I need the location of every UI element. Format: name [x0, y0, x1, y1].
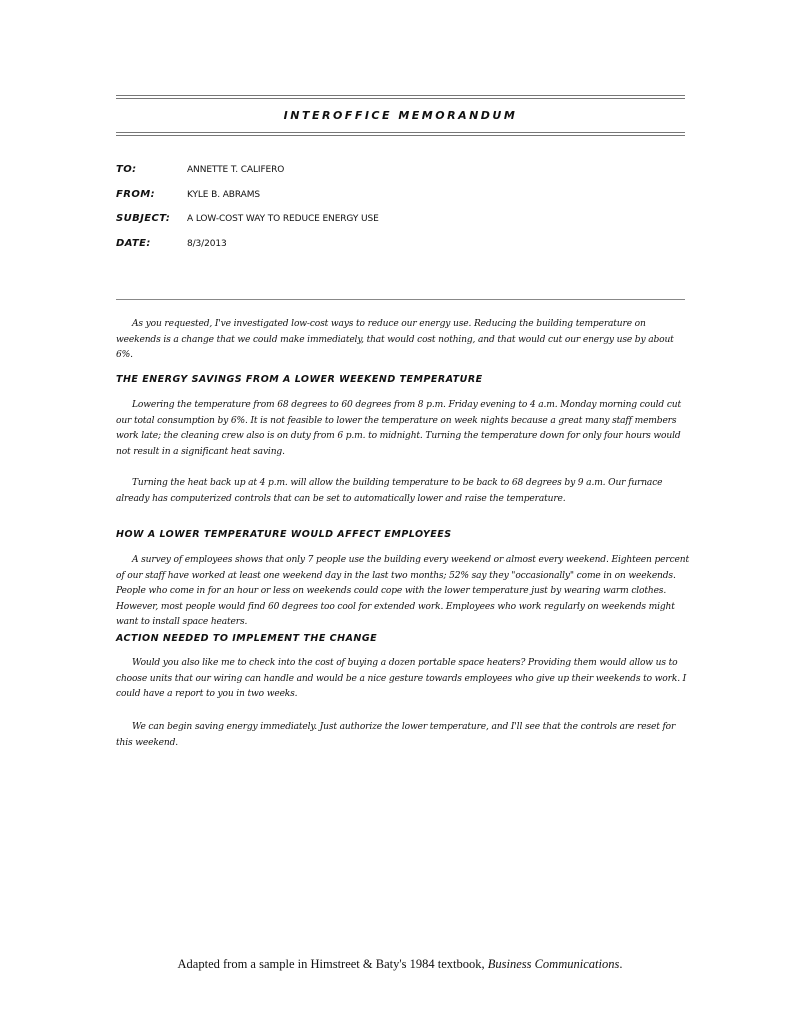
title-rule-top-second — [116, 98, 685, 99]
action-paragraph-1: Would you also like me to check into the cost of buying a dozen portable space heaters? Providing them would allow us to choose units that our wiring can handle and would be a nice gesture towards employees who give up their weekends to work. I could have a report to you in two weeks. — [116, 658, 687, 699]
title-rule-bottom-second — [116, 135, 685, 136]
energy-savings-paragraph-2: Turning the heat back up at 4 p.m. will allow the building temperature to be back to 68 degrees by 9 a.m. Our furnace already has computerized controls that can be set to automatically lower and raise the temperature. — [116, 478, 663, 504]
to-label: TO: — [116, 164, 137, 175]
section-heading-employees: HOW A LOWER TEMPERATURE WOULD AFFECT EMPLOYEES — [116, 529, 452, 540]
source-footnote — [0, 957, 800, 972]
from-label: FROM: — [116, 189, 155, 200]
to-value: ANNETTE T. CALIFERO — [187, 165, 285, 175]
header-divider — [116, 299, 685, 300]
footnote-book-title: Business Communications — [487, 957, 620, 971]
subject-value: A LOW-COST WAY TO REDUCE ENERGY USE — [187, 214, 379, 224]
from-value: KYLE B. ABRAMS — [187, 190, 260, 200]
subject-label: SUBJECT: — [116, 213, 171, 224]
energy-savings-paragraph-1: Lowering the temperature from 68 degrees to 60 degrees from 8 p.m. Friday evening to 4 a.m. Monday morning could cut our total consumption by 6%. It is not feasible to lower the temperature on week nights because a great many staff members work late; the cleaning crew also is on duty from 6 p.m. to midnight. Turning the temperature down for only four hours would not result in a significant heat saving. — [116, 400, 681, 457]
section-heading-energy-savings: THE ENERGY SAVINGS FROM A LOWER WEEKEND TEMPERATURE — [116, 374, 483, 385]
action-paragraph-2: We can begin saving energy immediately. Just authorize the lower temperature, and I'll see that the controls are reset for this weekend. — [116, 722, 676, 748]
footnote-period: . — [619, 957, 623, 971]
date-value: 8/3/2013 — [187, 239, 227, 249]
footnote-text: Adapted from a sample in Himstreet & Baty's 1984 textbook, — [177, 957, 488, 971]
employees-paragraph-1: A survey of employees shows that only 7 people use the building every weekend or almost every weekend. Eighteen percent of our staff have worked at least one weekend day in the last two months; 52% say they "occasionally" come in on weekends. People who come in for an hour or less on weekends could cope with the lower temperature just by wearing warm clothes. However, most people would find 60 degrees too cool for extended work. Employees who work regularly on weekends might want to install space heaters. — [116, 555, 689, 627]
date-label: DATE: — [116, 238, 151, 249]
intro-paragraph: As you requested, I've investigated low-cost ways to reduce our energy use. Reducing the building temperature on weekends is a change that we could make immediately, that would cost nothing, and that would cut our energy use by about 6%. — [116, 319, 674, 360]
title-rule-bottom — [116, 132, 685, 133]
section-heading-action: ACTION NEEDED TO IMPLEMENT THE CHANGE — [116, 633, 378, 644]
title-rule-top — [116, 95, 685, 96]
memo-title: INTEROFFICE MEMORANDUM — [283, 109, 518, 122]
